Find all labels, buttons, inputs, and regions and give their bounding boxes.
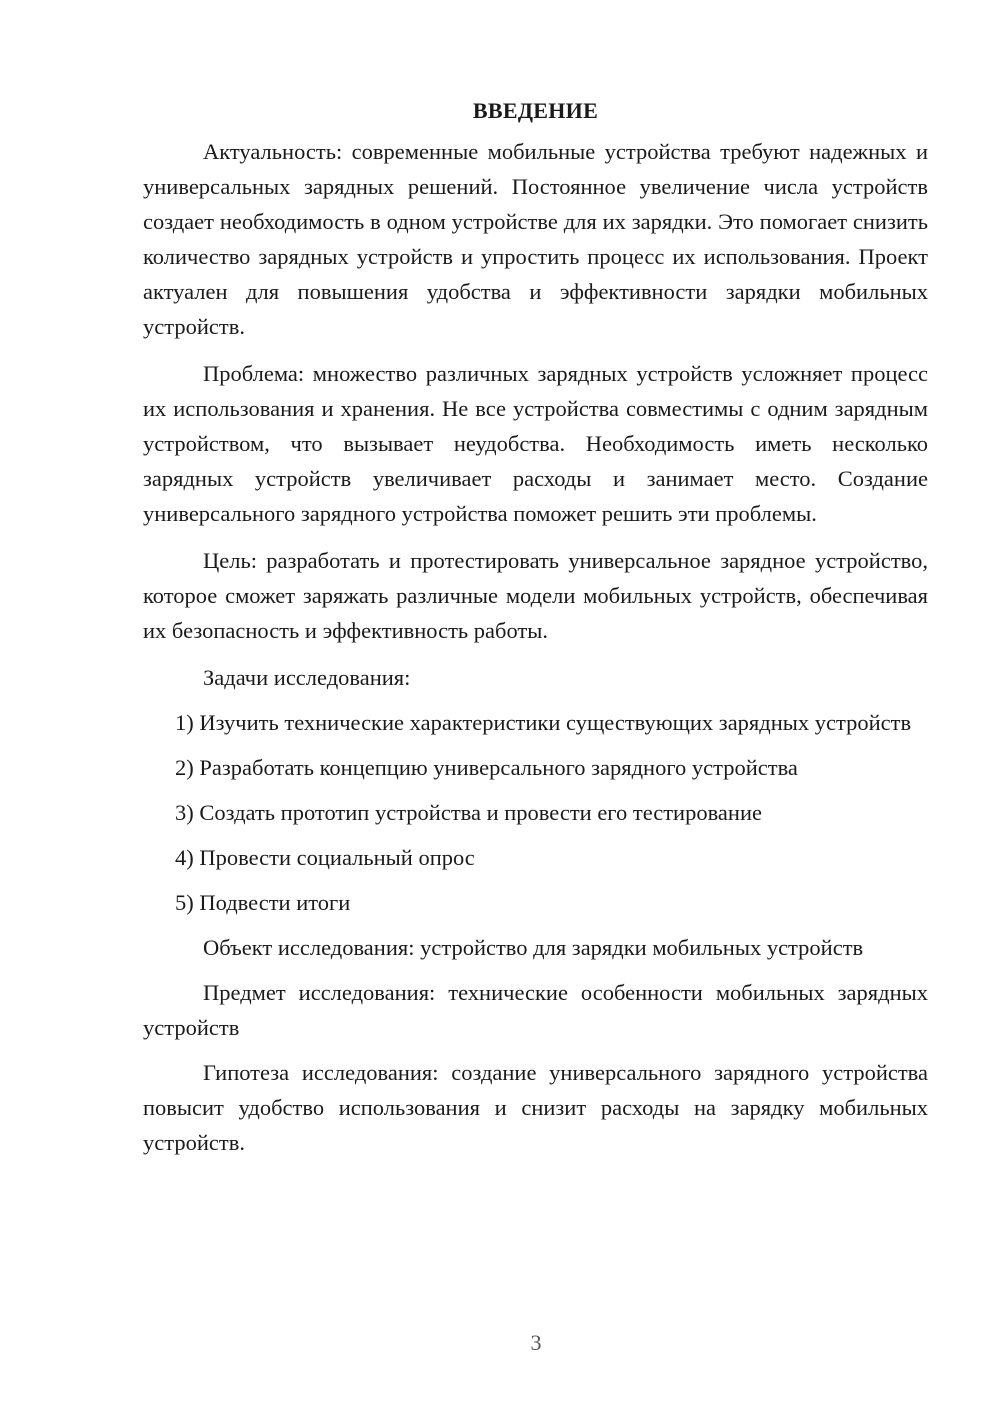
task-item-2: 2) Разработать концепцию универсального зарядного устройства (175, 755, 798, 780)
task-item-3: 3) Создать прототип устройства и провести его тестирование (175, 800, 762, 825)
paragraph-research-hypothesis: Гипотеза исследования: создание универсального зарядного устройства повысит удобство использования и снизит расходы на зарядку мобильных устройств. (143, 1060, 928, 1155)
task-item-5: 5) Подвести итоги (175, 890, 351, 915)
tasks-heading: Задачи исследования: (203, 665, 411, 690)
paragraph-goal: Цель: разработать и протестировать универсальное зарядное устройство, которое сможет заряжать различные модели мобильных устройств, обеспечивая их безопасность и эффективность работы. (143, 548, 928, 643)
task-item-4: 4) Провести социальный опрос (175, 845, 475, 870)
section-title: ВВЕДЕНИЕ (472, 98, 599, 123)
paragraph-research-subject: Предмет исследования: технические особенности мобильных зарядных устройств (143, 980, 928, 1040)
page-number: 3 (530, 1330, 542, 1355)
paragraph-relevance: Актуальность: современные мобильные устройства требуют надежных и универсальных зарядных решений. Постоянное увеличение числа устройств создает необходимость в одном устройстве для их зарядки. Это помогает снизить количество зарядных устройств и упростить процесс их использования. Проект актуален для повышения удобства и эффективности зарядки мобильных устройств. (143, 139, 928, 339)
task-item-1: 1) Изучить технические характеристики существующих зарядных устройств (175, 710, 912, 735)
paragraph-research-object: Объект исследования: устройство для зарядки мобильных устройств (203, 935, 864, 960)
paragraph-problem: Проблема: множество различных зарядных устройств усложняет процесс их использования и хранения. Не все устройства совместимы с одним зарядным устройством, что вызывает неудобства. Необходимость иметь несколько зарядных устройств увеличивает расходы и занимает место. Создание универсального зарядного устройства поможет решить эти проблемы. (143, 361, 928, 526)
document-page (143, 96, 928, 1160)
